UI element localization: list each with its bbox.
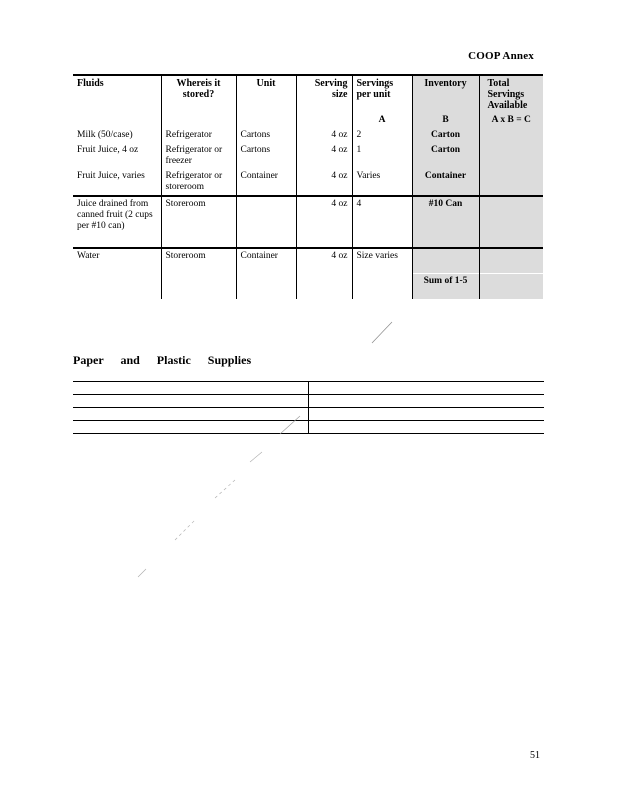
row-item: Juice drained from canned fruit (2 cups per #10 can) bbox=[73, 196, 161, 248]
row-item: Fruit Juice, varies bbox=[77, 171, 145, 181]
col-header-size: Serving size bbox=[296, 75, 352, 113]
row-servings: 4 bbox=[352, 196, 412, 248]
row-size: 4 oz bbox=[296, 196, 352, 248]
row-size: 4 oz bbox=[296, 169, 352, 196]
row-unit: Cartons bbox=[236, 128, 296, 143]
page-number: 51 bbox=[530, 750, 540, 761]
row-inventory: Container bbox=[412, 169, 479, 196]
sum-label: Sum of 1-5 bbox=[412, 273, 479, 299]
paper-section-title: Paper and Plastic Supplies bbox=[73, 353, 252, 367]
stray-mark bbox=[280, 416, 300, 434]
fluids-title: Fluids bbox=[73, 75, 161, 113]
row-servings: Varies bbox=[352, 169, 412, 196]
stray-mark bbox=[250, 452, 262, 462]
row-unit: Container bbox=[236, 248, 296, 273]
row-inventory: #10 Can bbox=[412, 196, 479, 248]
subheader-c: A x B = C bbox=[479, 113, 543, 128]
row-size: 4 oz bbox=[296, 248, 352, 273]
col-header-inventory: Inventory bbox=[412, 75, 479, 113]
page-header: COOP Annex bbox=[468, 50, 534, 62]
row-servings: Size varies bbox=[352, 248, 412, 299]
row-stored: Refrigerator bbox=[161, 128, 236, 143]
row-size: 4 oz bbox=[296, 128, 352, 143]
stray-mark bbox=[372, 322, 392, 343]
row-servings: 1 bbox=[352, 143, 412, 169]
stray-mark bbox=[215, 480, 235, 498]
row-servings: 2 bbox=[352, 128, 412, 143]
row-unit: Container bbox=[236, 169, 296, 196]
row-inventory: Carton bbox=[412, 143, 479, 169]
row-size: 4 oz bbox=[296, 143, 352, 169]
row-stored: Refrigerator or storeroom bbox=[161, 169, 236, 196]
row-item: Water bbox=[73, 248, 161, 273]
col-header-unit: Unit bbox=[236, 75, 296, 113]
subheader-a: A bbox=[352, 113, 412, 128]
row-inventory: Carton bbox=[412, 128, 479, 143]
subheader-b: B bbox=[412, 113, 479, 128]
stray-mark bbox=[138, 569, 146, 577]
col-header-total: Total Servings Available bbox=[479, 75, 543, 113]
row-item: Milk (50/case) bbox=[77, 130, 133, 140]
col-header-stored: Whereis it stored? bbox=[161, 75, 236, 113]
row-stored: Storeroom bbox=[161, 248, 236, 273]
row-unit: Cartons bbox=[236, 143, 296, 169]
stray-mark bbox=[175, 520, 195, 540]
row-stored: Refrigerator or freezer bbox=[161, 143, 236, 169]
col-header-servings: Servings per unit bbox=[352, 75, 412, 113]
row-stored: Storeroom bbox=[161, 196, 236, 248]
row-item: Fruit Juice, 4 oz bbox=[77, 145, 139, 155]
